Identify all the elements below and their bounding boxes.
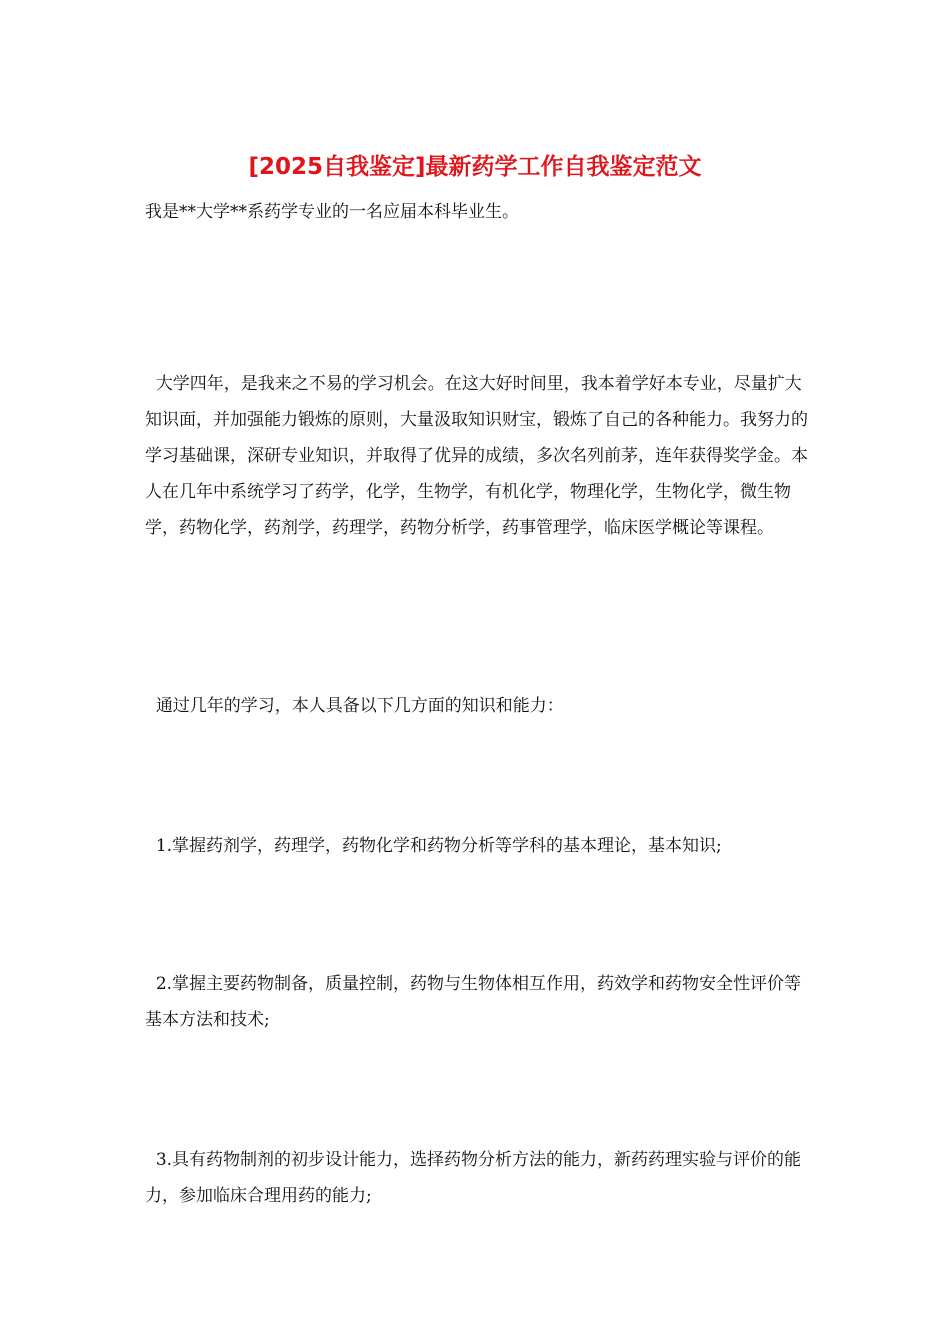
intro-paragraph: 我是**大学**系药学专业的一名应届本科毕业生。: [145, 202, 519, 222]
document-title: [2025自我鉴定]最新药学工作自我鉴定范文: [248, 154, 702, 180]
paragraph-item-3: 3.具有药物制剂的初步设计能力，选择药物分析方法的能力，新药药理实验与评价的能力，参加临床合理用药的能力;: [145, 1150, 802, 1206]
paragraph-university-years: 大学四年，是我来之不易的学习机会。在这大好时间里，我本着学好本专业，尽量扩大知识面，并加强能力锻炼的原则，大量汲取知识财宝，锻炼了自己的各种能力。我努力的学习基础课，深研专业知识，并取得了优异的成绩，多次名列前茅，连年获得奖学金。本人在几年中系统学习了药学，化学，生物学，有机化学，物理化学，生物化学，微生物学，药物化学，药剂学，药理学，药物分析学，药事管理学，临床医学概论等课程。: [145, 374, 808, 538]
paragraph-item-1: 1.掌握药剂学，药理学，药物化学和药物分析等学科的基本理论，基本知识;: [145, 836, 722, 856]
paragraph-abilities-intro: 通过几年的学习，本人具备以下几方面的知识和能力：: [145, 696, 564, 716]
paragraph-item-2: 2.掌握主要药物制备，质量控制，药物与生物体相互作用，药效学和药物安全性评价等基本方法和技术;: [145, 974, 802, 1030]
